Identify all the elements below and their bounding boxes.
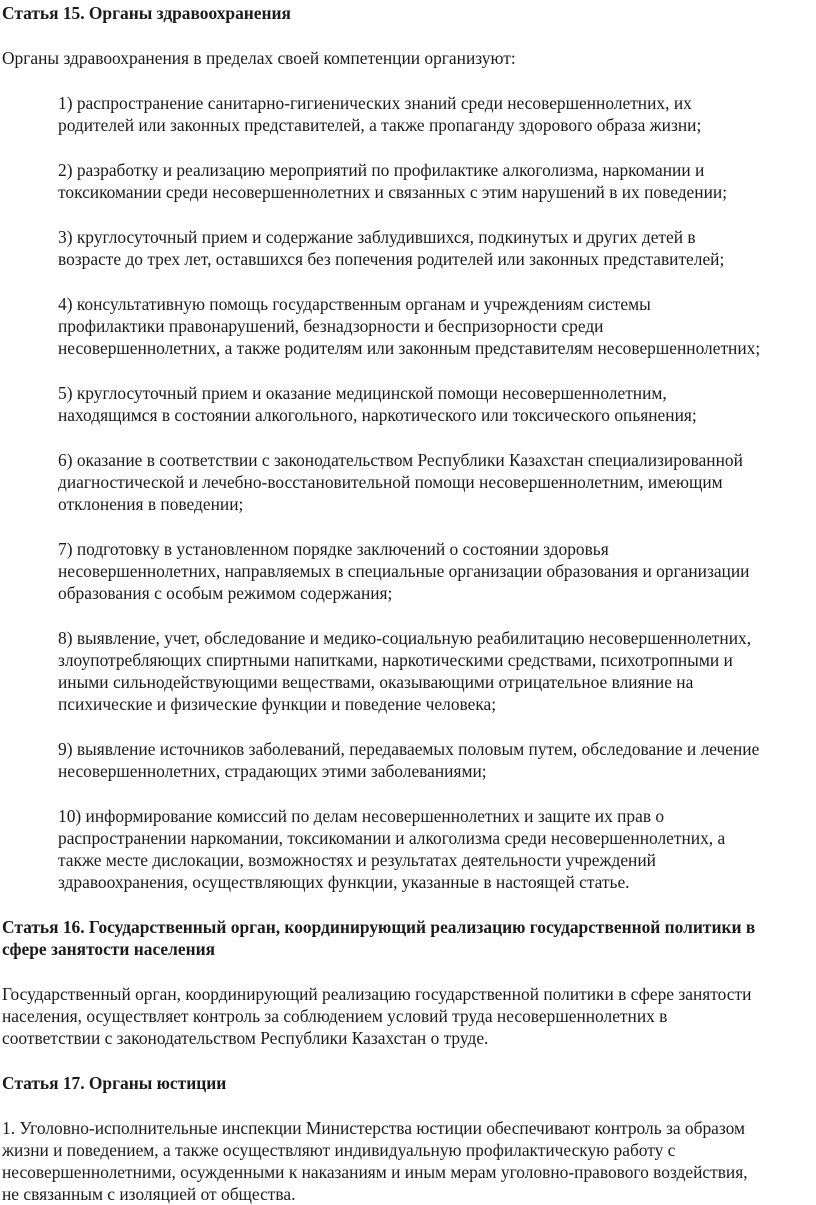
list-item (0, 159, 816, 203)
list-item-line: несовершеннолетних, страдающих этими заболеваниями; (58, 761, 487, 781)
list-item-line: отклонения в поведении; (58, 494, 244, 514)
list-item (0, 805, 816, 893)
list-item-line: злоупотребляющих спиртными напитками, наркотическими средствами, психотропными и (58, 650, 733, 670)
article-16-body (0, 983, 816, 1049)
article-16-title (0, 916, 816, 960)
list-item-line: родителей или законных представителей, а также пропаганду здорового образа жизни; (58, 115, 702, 135)
article-17-body-line: жизни и поведением, а также осуществляют индивидуальную профилактическую работу с (2, 1140, 676, 1160)
article-17-title: Статья 17. Органы юстиции (2, 1073, 227, 1093)
list-item-line: возрасте до трех лет, оставшихся без попечения родителей или законных представителей; (58, 249, 725, 269)
list-item-line: здравоохранения, осуществляющих функции, указанные в настоящей статье. (58, 872, 630, 892)
list-item (0, 449, 816, 515)
list-item-line: 6) оказание в соответствии с законодательством Республики Казахстан специализированной (58, 450, 743, 470)
list-item-line: 4) консультативную помощь государственным органам и учреждениям системы (58, 294, 651, 314)
article-15-intro: Органы здравоохранения в пределах своей компетенции организуют: (2, 48, 516, 68)
list-item-line: диагностической и лечебно-восстановительной помощи несовершеннолетним, имеющим (58, 472, 723, 492)
article-17-body-line: не связанным с изоляцией от общества. (2, 1184, 296, 1204)
list-item-line: 5) круглосуточный прием и оказание медицинской помощи несовершеннолетним, (58, 383, 667, 403)
article-17-body-line: несовершеннолетними, осужденными к наказаниям и иным мерам уголовно-правового воздействия, (2, 1162, 748, 1182)
list-item-line: профилактики правонарушений, безнадзорности и беспризорности среди (58, 316, 604, 336)
list-item (0, 382, 816, 426)
list-item-line: 2) разработку и реализацию мероприятий по профилактике алкоголизма, наркомании и (58, 160, 705, 180)
list-item-line: находящимся в состоянии алкогольного, наркотического или токсического опьянения; (58, 405, 697, 425)
list-item-line: 1) распространение санитарно-гигиенических знаний среди несовершеннолетних, их (58, 93, 692, 113)
list-item-line: несовершеннолетних, а также родителям или законным представителям несовершеннолетних; (58, 338, 761, 358)
list-item (0, 226, 816, 270)
list-item-line: иными сильнодействующими веществами, оказывающими отрицательное влияние на (58, 672, 694, 692)
list-item-line: 7) подготовку в установленном порядке заключений о состоянии здоровья (58, 539, 609, 559)
article-16-body-line: соответствии с законодательством Республики Казахстан о труде. (2, 1028, 489, 1048)
article-17-body-line: 1. Уголовно-исполнительные инспекции Министерства юстиции обеспечивают контроль за образом (2, 1118, 746, 1138)
list-item-line: токсикомании среди несовершеннолетних и связанных с этим нарушений в их поведении; (58, 182, 728, 202)
list-item-line: распространении наркомании, токсикомании и алкоголизма среди несовершеннолетних, а (58, 828, 726, 848)
article-16-body-line: Государственный орган, координирующий реализацию государственной политики в сфере занятости (2, 984, 752, 1004)
list-item-line: 3) круглосуточный прием и содержание заблудившихся, подкинутых и других детей в (58, 227, 696, 247)
list-item-line: несовершеннолетних, направляемых в специальные организации образования и организации (58, 561, 750, 581)
list-item (0, 738, 816, 782)
article-15-list (0, 92, 816, 893)
article-15-title: Статья 15. Органы здравоохранения (2, 3, 291, 23)
list-item-line: психические и физические функции и поведение человека; (58, 694, 497, 714)
list-item (0, 92, 816, 136)
list-item-line: 10) информирование комиссий по делам несовершеннолетних и защите их прав о (58, 806, 665, 826)
list-item-line: образования с особым режимом содержания; (58, 583, 393, 603)
article-16-title-line: Статья 16. Государственный орган, координирующий реализацию государственной политики в (2, 917, 756, 937)
list-item (0, 627, 816, 715)
list-item-line: также месте дислокации, возможностях и результатах деятельности учреждений (58, 850, 656, 870)
list-item (0, 538, 816, 604)
list-item-line: 8) выявление, учет, обследование и медико-социальную реабилитацию несовершеннолетних, (58, 628, 752, 648)
article-16-title-line: сфере занятости населения (2, 939, 216, 959)
article-16-body-line: населения, осуществляет контроль за соблюдением условий труда несовершеннолетних в (2, 1006, 668, 1026)
article-17-body (0, 1117, 816, 1205)
list-item (0, 293, 816, 359)
list-item-line: 9) выявление источников заболеваний, передаваемых половым путем, обследование и лечение (58, 739, 760, 759)
